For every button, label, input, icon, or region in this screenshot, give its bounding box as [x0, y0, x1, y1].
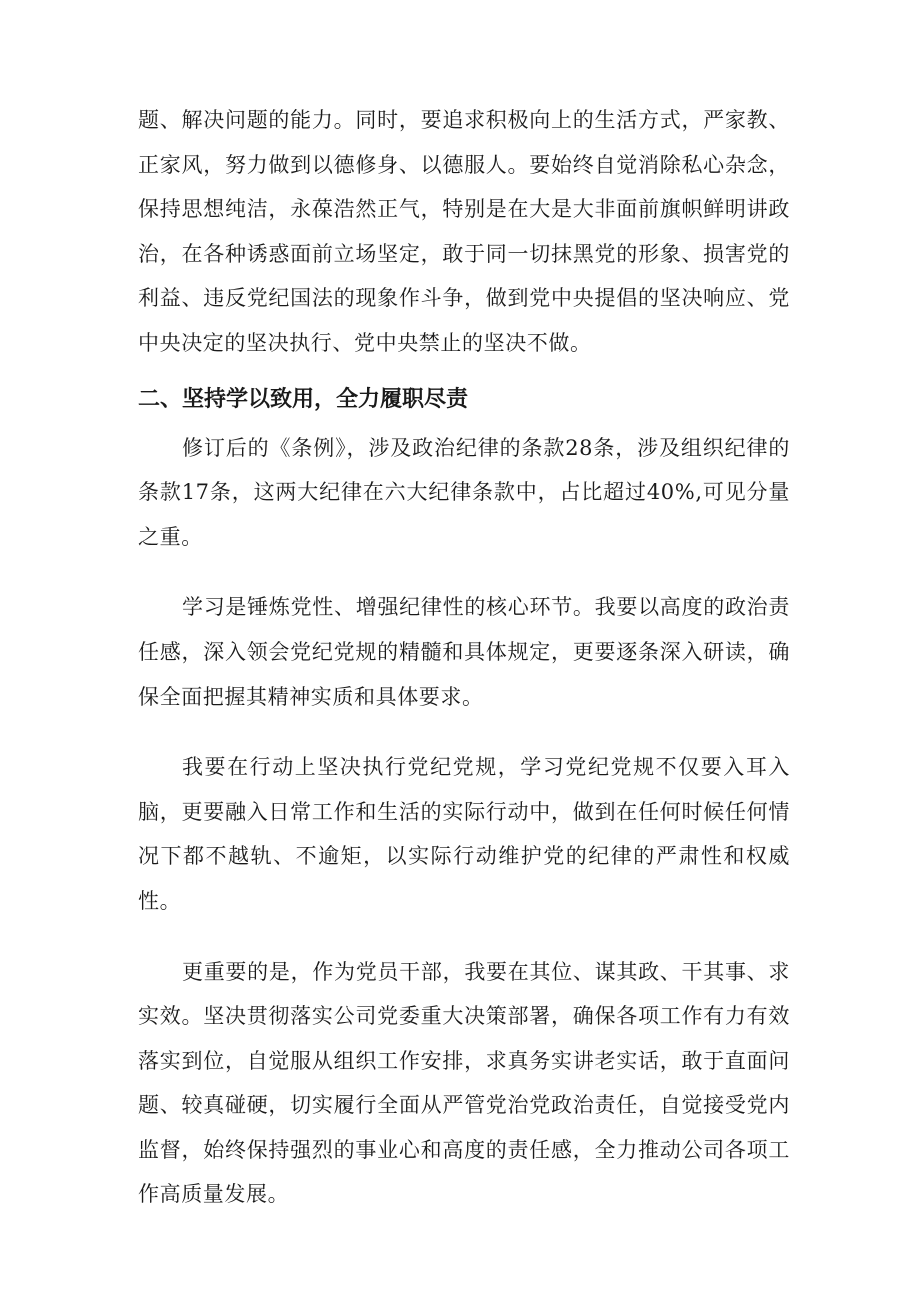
section-heading: 二、坚持学以致用，全力履职尽责: [138, 386, 469, 412]
paragraph-regulation-stats: 修订后的《条例》，涉及政治纪律的条款28条，涉及组织纪律的条款17条，这两大纪律在六大纪律条款中，占比超过40%,可见分量之重。: [138, 435, 790, 549]
paragraph-study: 学习是锤炼党性、增强纪律性的核心环节。我要以高度的政治责任感，深入领会党纪党规的精髓和具体规定，更要逐条深入研读，确保全面把握其精神实质和具体要求。: [138, 595, 790, 709]
document-page: [138, 98, 790, 1217]
paragraph-duty: 更重要的是，作为党员干部，我要在其位、谋其政、干其事、求实效。坚决贯彻落实公司党委重大决策部署，确保各项工作有力有效落实到位，自觉服从组织工作安排，求真务实讲老实话，敢于直面问题、较真碰硬，切实履行全面从严管党治党政治责任，自觉接受党内监督，始终保持强烈的事业心和高度的责任感，全力推动公司各项工作高质量发展。: [138, 959, 790, 1207]
paragraph-action: 我要在行动上坚决执行党纪党规，学习党纪党规不仅要入耳入脑，更要融入日常工作和生活的实际行动中，做到在任何时候任何情况下都不越轨、不逾矩，以实际行动维护党的纪律的严肃性和权威性。: [138, 755, 790, 913]
paragraph-continuation: 题、解决问题的能力。同时，要追求积极向上的生活方式，严家教、正家风，努力做到以德修身、以德服人。要始终自觉消除私心杂念，保持思想纯洁，永葆浩然正气，特别是在大是大非面前旗帜鲜明讲政治，在各种诱惑面前立场坚定，敢于同一切抹黑党的形象、损害党的利益、违反党纪国法的现象作斗争，做到党中央提倡的坚决响应、党中央决定的坚决执行、党中央禁止的坚决不做。: [138, 108, 790, 355]
